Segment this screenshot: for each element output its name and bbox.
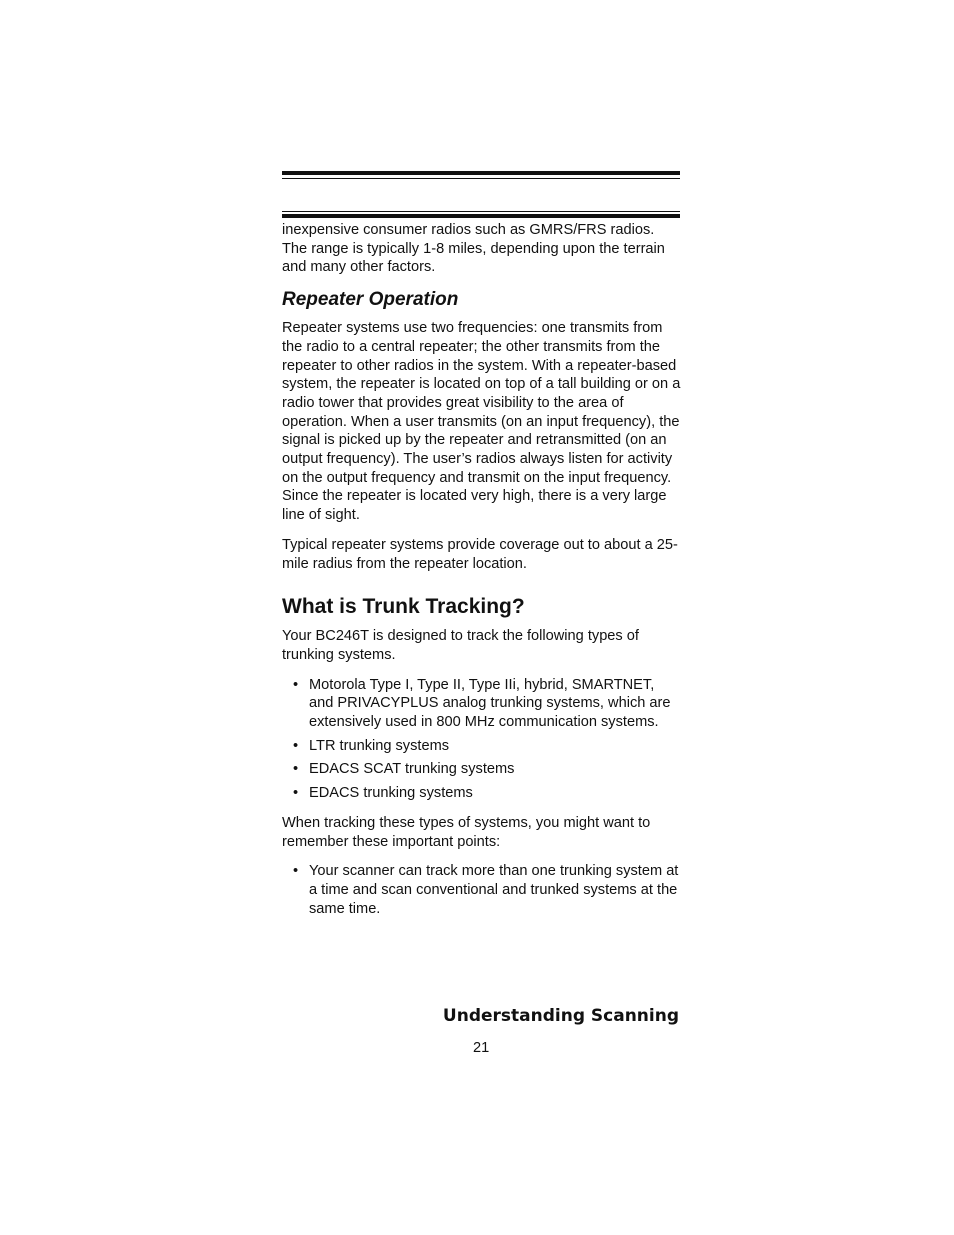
header-rule-top-thin — [282, 178, 680, 179]
list-item — [293, 760, 682, 779]
repeater-paragraph-1: Repeater systems use two frequencies: one transmits from the radio to a central repeater; the other transmits from the repeater to other radios in the system. With a repeater-based system, the repeater is located on top of a tall building or on a radio tower that provides great visibility to the area of operation. When a user transmits (on an input frequency), the signal is picked up by the repeater and retransmitted (on an output frequency). The user’s radios always listen for activity on the output frequency and transmit on the input frequency. Since the repeater is located very high, there is a very large line of sight. — [282, 320, 681, 524]
list-item-text: Motorola Type I, Type II, Type IIi, hybrid, SMARTNET, and PRIVACYPLUS analog trunking systems, which are extensively used in 800 MHz communication systems. — [309, 676, 671, 731]
list-item-text: Your scanner can track more than one trunking system at a time and scan conventional and trunked systems at the same time. — [309, 863, 679, 917]
page-body — [282, 221, 682, 929]
list-item-text: EDACS trunking systems — [309, 785, 473, 802]
header-rule-bottom-thick — [282, 214, 680, 218]
list-item-text: LTR trunking systems — [309, 737, 450, 754]
list-item — [293, 676, 682, 732]
intro-paragraph: inexpensive consumer radios such as GMRS/FRS radios. The range is typically 1-8 miles, depending upon the terrain and many other factors. — [282, 222, 665, 276]
repeater-heading: Repeater Operation — [282, 289, 459, 311]
list-item — [293, 862, 682, 918]
points-list — [282, 862, 682, 918]
header-rule-bottom-thin — [282, 211, 680, 212]
bullet-icon: • — [293, 761, 299, 778]
trunk-systems-list — [282, 676, 682, 803]
bullet-icon: • — [293, 737, 299, 754]
page-number: 21 — [473, 1040, 490, 1056]
list-item — [293, 784, 682, 803]
trunk-intro: Your BC246T is designed to track the following types of trunking systems. — [282, 628, 639, 663]
section-title: Understanding Scanning — [442, 1006, 679, 1026]
list-item-text: EDACS SCAT trunking systems — [309, 761, 515, 778]
header-rule-top-thick — [282, 171, 680, 175]
trunk-heading: What is Trunk Tracking? — [282, 595, 525, 619]
repeater-paragraph-2: Typical repeater systems provide coverage out to about a 25-mile radius from the repeater location. — [282, 536, 678, 572]
points-intro: When tracking these types of systems, you might want to remember these important points: — [282, 814, 651, 850]
bullet-icon: • — [293, 863, 299, 880]
bullet-icon: • — [293, 785, 299, 802]
bullet-icon: • — [293, 676, 299, 693]
list-item — [293, 737, 682, 756]
